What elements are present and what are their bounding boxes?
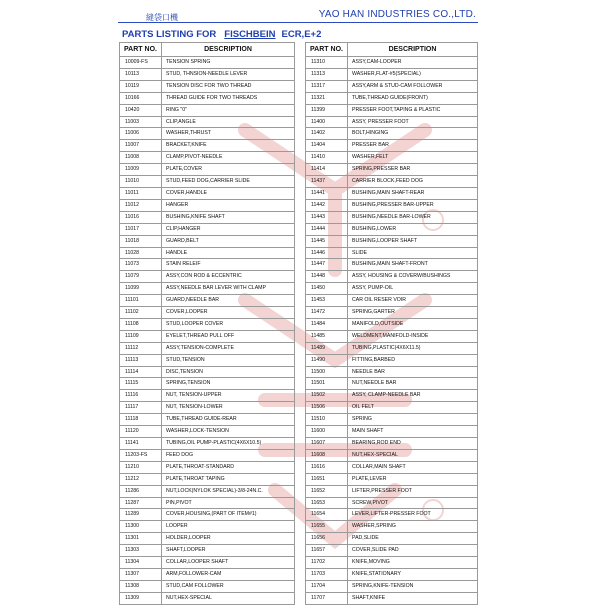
description-cell: COVER,LOOPER [162,307,295,319]
part-number-cell: 11410 [306,152,348,164]
part-number-cell: 11506 [306,402,348,414]
part-number-cell: 10166 [120,92,162,104]
table-row [120,187,295,199]
part-number-cell: 11707 [306,592,348,604]
description-cell: HANDLE [162,247,295,259]
company-name: YAO HAN INDUSTRIES CO.,LTD. [318,9,476,20]
table-row [306,187,478,199]
table-row [306,580,478,592]
table-row [306,259,478,271]
table-row [120,568,295,580]
table-row [120,235,295,247]
description-cell: SPRING,GARTER [348,307,478,319]
description-cell: COVER,HOUSING,(PART OF ITEM#1) [162,509,295,521]
table-row [306,414,478,426]
table-row [120,414,295,426]
description-cell: PAD,SLIDE [348,533,478,545]
table-row [120,295,295,307]
description-cell: ASSY,TENSION-COMPLETE [162,342,295,354]
description-cell: PLATE,THROAT-STANDARD [162,461,295,473]
part-number-cell: 11655 [306,521,348,533]
table-row [306,402,478,414]
description-cell: NUT,LOCK(NYLOK SPECIAL)-3/8-24N.C. [162,485,295,497]
part-number-cell: 11485 [306,330,348,342]
description-cell: BOLT,HINGING [348,128,478,140]
description-cell: WASHER,FELT [348,152,478,164]
part-number-cell: 11654 [306,509,348,521]
table-row [120,104,295,116]
description-cell: THREAD GUIDE FOR TWO THREADS [162,92,295,104]
part-number-cell: 11016 [120,211,162,223]
part-number-cell: 11502 [306,390,348,402]
table-row [306,211,478,223]
table-row [120,342,295,354]
table-row [306,366,478,378]
description-cell: MANIFOLD,OUTSIDE [348,318,478,330]
header-chinese-title: 縫袋口機 [146,13,178,22]
description-cell: MAIN SHAFT [348,426,478,438]
part-number-cell: 11704 [306,580,348,592]
description-cell: RING "0" [162,104,295,116]
description-cell: STUD, THNSION-NEEDLE LEVER [162,68,295,80]
part-number-cell: 11399 [306,104,348,116]
column-header-part-no: PART NO. [120,43,162,57]
table-row [306,378,478,390]
part-number-cell: 11304 [120,557,162,569]
description-cell: ASSY, CLAMP-NEEDLE BAR [348,390,478,402]
description-cell: TUBE,THREAD GUIDE-REAR [162,414,295,426]
description-cell: TENSION SPRING [162,57,295,69]
description-cell: ASSY,CON ROD & ECCENTRIC [162,271,295,283]
part-number-cell: 11308 [120,580,162,592]
description-cell: SHAFT,LOOPER [162,545,295,557]
part-number-cell: 11445 [306,235,348,247]
part-number-cell: 11101 [120,295,162,307]
part-number-cell: 11446 [306,247,348,259]
description-cell: COVER,SLIDE PAD [348,545,478,557]
table-row [306,283,478,295]
part-number-cell: 11444 [306,223,348,235]
description-cell: OIL FELT [348,402,478,414]
part-number-cell: 11114 [120,366,162,378]
table-row [120,426,295,438]
part-number-cell: 11484 [306,318,348,330]
header-divider [118,22,478,23]
part-number-cell: 11414 [306,164,348,176]
part-number-cell: 11117 [120,402,162,414]
part-number-cell: 11441 [306,187,348,199]
description-cell: PLATE,LEVER [348,473,478,485]
table-row [120,545,295,557]
table-row [120,152,295,164]
part-number-cell: 11404 [306,140,348,152]
part-number-cell: 11443 [306,211,348,223]
part-number-cell: 11003 [120,116,162,128]
description-cell: PRESSER FOOT,TAPING & PLASTIC [348,104,478,116]
description-cell: BUSHING,MAIN SHAFT-FRONT [348,259,478,271]
table-row [306,247,478,259]
part-number-cell: 11600 [306,426,348,438]
table-row [306,199,478,211]
part-number-cell: 11011 [120,187,162,199]
table-row [306,461,478,473]
part-number-cell: 11120 [120,426,162,438]
description-cell: SLIDE [348,247,478,259]
description-cell: HOLDER,LOOPER [162,533,295,545]
table-row [306,473,478,485]
part-number-cell: 11657 [306,545,348,557]
table-header-row [120,43,295,57]
column-header-description: DESCRIPTION [162,43,295,57]
part-number-cell: 11287 [120,497,162,509]
part-number-cell: 11450 [306,283,348,295]
description-cell: BUSHING,MAIN SHAFT-REAR [348,187,478,199]
table-row [306,449,478,461]
description-cell: SPRING,TENSION [162,378,295,390]
description-cell: SPRING [348,414,478,426]
description-cell: CLIP,ANGLE [162,116,295,128]
description-cell: CLAMP,PIVOT-NEEDLE [162,152,295,164]
table-row [306,438,478,450]
part-number-cell: 11018 [120,235,162,247]
table-row [306,57,478,69]
description-cell: ASSY,ARM & STUD-CAM FOLLOWER [348,80,478,92]
description-cell: STAIN RELEIF [162,259,295,271]
part-number-cell: 11472 [306,307,348,319]
table-row [306,426,478,438]
table-row [120,164,295,176]
column-header-description: DESCRIPTION [348,43,478,57]
part-number-cell: 11500 [306,366,348,378]
part-number-cell: 11510 [306,414,348,426]
table-row [120,390,295,402]
part-number-cell: 11009 [120,164,162,176]
table-row [120,68,295,80]
part-number-cell: 11108 [120,318,162,330]
table-row [306,140,478,152]
table-row [306,521,478,533]
table-row [120,307,295,319]
part-number-cell: 11703 [306,568,348,580]
description-cell: PLATE,THROAT TAPING [162,473,295,485]
part-number-cell: 11651 [306,473,348,485]
part-number-cell: 11321 [306,92,348,104]
description-cell: EYELET,THREAD PULL OFF [162,330,295,342]
description-cell: HANGER [162,199,295,211]
table-row [120,438,295,450]
table-row [120,271,295,283]
description-cell: FITTING,BARBED [348,354,478,366]
part-number-cell: 11402 [306,128,348,140]
table-row [120,461,295,473]
part-number-cell: 11079 [120,271,162,283]
table-row [306,592,478,604]
table-row [306,80,478,92]
description-cell: WASHER,LOCK-TENSION [162,426,295,438]
table-row [306,116,478,128]
table-row [120,92,295,104]
part-number-cell: 11317 [306,80,348,92]
description-cell: NEEDLE BAR [348,366,478,378]
description-cell: PRESSER BAR [348,140,478,152]
description-cell: PIN,PIVOT [162,497,295,509]
description-cell: ASSY,CAM-LOOPER [348,57,478,69]
table-row [120,176,295,188]
description-cell: BUSHING,LOWER [348,223,478,235]
description-cell: KNIFE,STATIONARY [348,568,478,580]
table-row [120,354,295,366]
table-row [120,402,295,414]
description-cell: TUBE,THREAD GUIDE(FRONT) [348,92,478,104]
table-row [306,390,478,402]
table-row [306,164,478,176]
table-row [120,521,295,533]
description-cell: ASSY, PUMP-OIL [348,283,478,295]
title-prefix: PARTS LISTING FOR [122,29,217,40]
description-cell: COLLAR,LOOPER SHAFT [162,557,295,569]
part-number-cell: 11453 [306,295,348,307]
table-row [306,318,478,330]
description-cell: BUSHING,NEEDLE BAR-LOWER [348,211,478,223]
table-row [306,485,478,497]
part-number-cell: 11116 [120,390,162,402]
part-number-cell: 11301 [120,533,162,545]
table-row [120,247,295,259]
description-cell: NUT, TENSION-UPPER [162,390,295,402]
table-row [120,140,295,152]
title-model: FISCHBEIN [224,29,276,40]
part-number-cell: 10009-FS [120,57,162,69]
table-row [306,533,478,545]
table-row [306,354,478,366]
description-cell: CAR OIL RESER VOIR [348,295,478,307]
table-row [306,235,478,247]
part-number-cell: 11490 [306,354,348,366]
part-number-cell: 11099 [120,283,162,295]
part-number-cell: 11012 [120,199,162,211]
description-cell: TENSION DISC FOR TWO THREAD [162,80,295,92]
description-cell: SCREW,PIVOT [348,497,478,509]
part-number-cell: 11501 [306,378,348,390]
part-number-cell: 11141 [120,438,162,450]
table-row [120,116,295,128]
part-number-cell: 11102 [120,307,162,319]
part-number-cell: 11008 [120,152,162,164]
part-number-cell: 11112 [120,342,162,354]
table-row [306,223,478,235]
part-number-cell: 11442 [306,199,348,211]
table-row [120,330,295,342]
table-row [306,92,478,104]
part-number-cell: 11608 [306,449,348,461]
description-cell: COLLAR,MAIN SHAFT [348,461,478,473]
description-cell: SPRING,KNIFE-TENSION [348,580,478,592]
part-number-cell: 11109 [120,330,162,342]
description-cell: NUT,NEEDLE BAR [348,378,478,390]
part-number-cell: 11656 [306,533,348,545]
description-cell: LIFTER,PRESSER FOOT [348,485,478,497]
description-cell: CLIP,HANGER [162,223,295,235]
description-cell: GUARD,BELT [162,235,295,247]
table-row [120,128,295,140]
description-cell: WASHER,THRUST [162,128,295,140]
table-row [120,592,295,604]
part-number-cell: 11118 [120,414,162,426]
part-number-cell: 10420 [120,104,162,116]
description-cell: BUSHING,LOOPER SHAFT [348,235,478,247]
table-row [306,128,478,140]
part-number-cell: 11307 [120,568,162,580]
table-row [120,533,295,545]
part-number-cell: 11017 [120,223,162,235]
description-cell: SPRING,PRESSER BAR [348,164,478,176]
table-row [306,497,478,509]
part-number-cell: 11702 [306,557,348,569]
part-number-cell: 11448 [306,271,348,283]
table-row [120,509,295,521]
part-number-cell: 11006 [120,128,162,140]
description-cell: ASSY,NEEDLE BAR LEVER WITH CLAMP [162,283,295,295]
part-number-cell: 11607 [306,438,348,450]
description-cell: ASSY, PRESSER FOOT [348,116,478,128]
table-row [120,449,295,461]
description-cell: KNIFE,MOVING [348,557,478,569]
description-cell: BRACKET,KNIFE [162,140,295,152]
description-cell: WASHER,FLAT-#5(SPECIAL) [348,68,478,80]
title-suffix: ECR,E+2 [281,29,322,40]
description-cell: ARM,FOLLOWER-CAM [162,568,295,580]
part-number-cell: 11303 [120,545,162,557]
description-cell: NUT,HEX-SPECIAL [162,592,295,604]
description-cell: TUBING,OIL PUMP-PLASTIC(4X6X10.5) [162,438,295,450]
table-row [120,80,295,92]
description-cell: FEED DOG [162,449,295,461]
table-row [120,211,295,223]
part-number-cell: 11489 [306,342,348,354]
description-cell: STUD,LOOPER COVER [162,318,295,330]
table-row [306,68,478,80]
description-cell: PLATE,COVER [162,164,295,176]
part-number-cell: 11028 [120,247,162,259]
part-number-cell: 11212 [120,473,162,485]
description-cell: DISC,TENSION [162,366,295,378]
table-row [306,509,478,521]
description-cell: LOOPER [162,521,295,533]
page-title [122,29,321,40]
part-number-cell: 11309 [120,592,162,604]
part-number-cell: 11203-FS [120,449,162,461]
table-row [120,57,295,69]
part-number-cell: 11289 [120,509,162,521]
description-cell: TUBING,PLASTIC(4X6X11.5) [348,342,478,354]
parts-table-right [305,42,478,605]
description-cell: COVER,HANDLE [162,187,295,199]
description-cell: NUT, TENSION-LOWER [162,402,295,414]
part-number-cell: 11400 [306,116,348,128]
table-row [306,152,478,164]
parts-table-left [119,42,295,605]
table-row [306,307,478,319]
description-cell: GUARD,NEEDLE BAR [162,295,295,307]
description-cell: STUD,TENSION [162,354,295,366]
part-number-cell: 11300 [120,521,162,533]
table-row [306,295,478,307]
table-row [120,378,295,390]
table-row [306,557,478,569]
part-number-cell: 11010 [120,176,162,188]
part-number-cell: 11653 [306,497,348,509]
description-cell: CARRIER BLOCK,FEED DOG [348,176,478,188]
table-row [120,557,295,569]
description-cell: BUSHING,KNIFE SHAFT [162,211,295,223]
part-number-cell: 11007 [120,140,162,152]
part-number-cell: 11073 [120,259,162,271]
description-cell: BEARING,ROD END [348,438,478,450]
table-row [120,259,295,271]
description-cell: WELDMENT,MANIFOLD-INSIDE [348,330,478,342]
table-row [306,271,478,283]
table-row [120,283,295,295]
table-row [120,485,295,497]
part-number-cell: 11115 [120,378,162,390]
part-number-cell: 11286 [120,485,162,497]
table-row [306,104,478,116]
column-header-part-no: PART NO. [306,43,348,57]
description-cell: STUD,FEED DOG,CARRIER SLIDE [162,176,295,188]
table-row [120,580,295,592]
part-number-cell: 11437 [306,176,348,188]
table-row [120,366,295,378]
part-number-cell: 11310 [306,57,348,69]
table-row [306,176,478,188]
description-cell: LEVER,LIFTER-PRESSER FOOT [348,509,478,521]
table-row [306,330,478,342]
part-number-cell: 11652 [306,485,348,497]
table-row [120,223,295,235]
table-row [306,545,478,557]
description-cell: WASHER,SPRING [348,521,478,533]
table-row [120,497,295,509]
table-row [306,568,478,580]
description-cell: SHAFT,KNIFE [348,592,478,604]
part-number-cell: 11210 [120,461,162,473]
table-row [306,342,478,354]
part-number-cell: 10119 [120,80,162,92]
part-number-cell: 11447 [306,259,348,271]
part-number-cell: 11616 [306,461,348,473]
description-cell: NUT,HEX-SPECIAL [348,449,478,461]
table-row [120,318,295,330]
part-number-cell: 11113 [120,354,162,366]
table-row [120,473,295,485]
description-cell: BUSHING,PRESSER BAR-UPPER [348,199,478,211]
table-row [120,199,295,211]
description-cell: ASSY, HOUSING & COVERW/BUSHINGS [348,271,478,283]
description-cell: STUD,CAM FOLLOWER [162,580,295,592]
part-number-cell: 11313 [306,68,348,80]
table-header-row [306,43,478,57]
part-number-cell: 10113 [120,68,162,80]
